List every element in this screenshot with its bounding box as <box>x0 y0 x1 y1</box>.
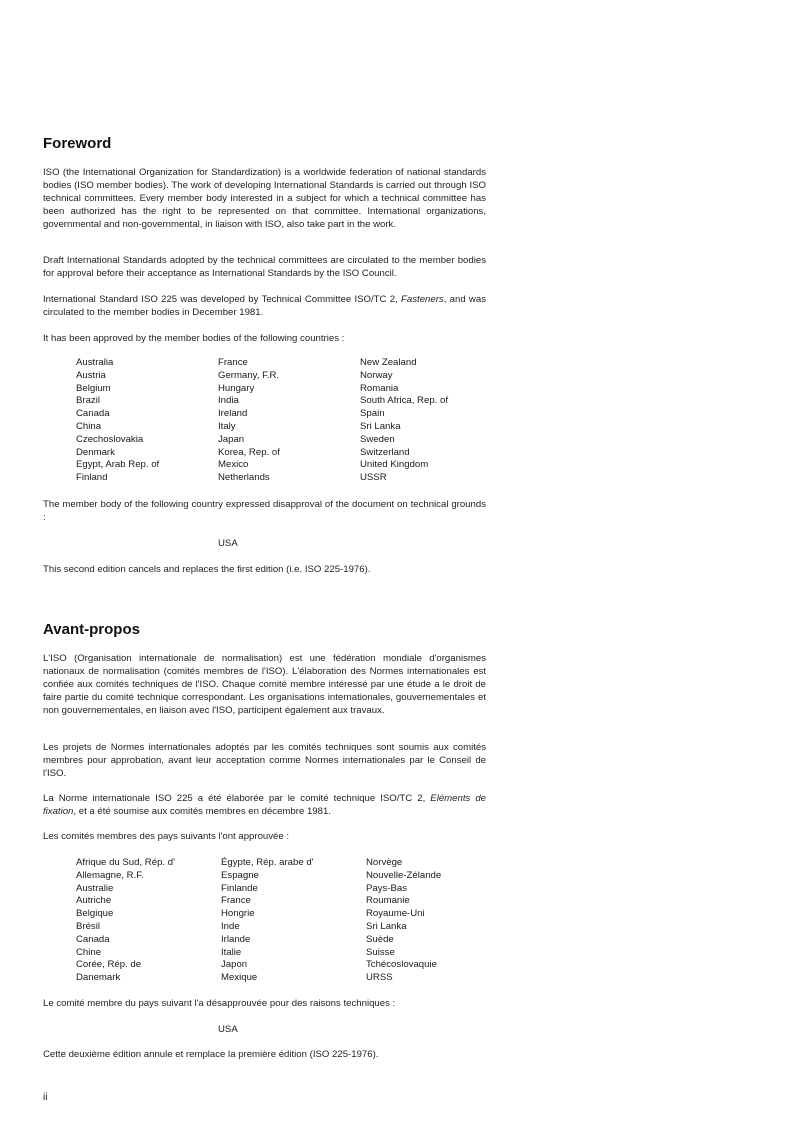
country-item: URSS <box>366 972 393 984</box>
country-item: Brazil <box>76 395 100 407</box>
foreword-paragraph-6: This second edition cancels and replaces the first edition (i.e. ISO 225-1976). <box>43 564 371 575</box>
country-item: Nouvelle-Zélande <box>366 869 442 881</box>
foreword-paragraph-2: Draft International Standards adopted by the technical committees are circulated to the member bodies for approval before their acceptance as International Standards by the ISO Council. <box>43 255 486 279</box>
avant-paragraph-1: L'ISO (Organisation internationale de normalisation) est une fédération mondiale d'organismes nationaux de normalisation (comités membres de l'ISO). L'élaboration des Normes internationales est confiée aux comités techniques de l'ISO. Chaque comité membre intéressé par une étude a le droit de faire partie du comité technique correspondant. Les organisations internationales, gouvernementales et non gouvernementales, en liaison avec l'ISO, participent également aux travaux. <box>43 653 486 716</box>
country-item: Suède <box>366 933 394 945</box>
country-item: Danemark <box>76 972 121 984</box>
country-item: Royaume-Uni <box>366 908 425 920</box>
foreword-country-column-2 <box>218 357 280 485</box>
country-item: New Zealand <box>360 357 417 368</box>
country-item: Finland <box>76 472 108 484</box>
country-item: Italy <box>218 420 236 432</box>
country-item: Finlande <box>221 882 258 894</box>
country-item: Afrique du Sud, Rép. d' <box>76 857 175 868</box>
country-item: Mexique <box>221 972 258 984</box>
country-item: Allemagne, R.F. <box>76 869 144 881</box>
country-item: Autriche <box>76 895 112 907</box>
country-item: Belgique <box>76 908 114 920</box>
country-item: China <box>76 420 102 432</box>
country-item: Chine <box>76 946 102 958</box>
country-item: Australia <box>76 357 114 368</box>
avant-para3-tail: , et a été soumise aux comités membres en décembre 1981. <box>73 805 331 817</box>
country-item: Romania <box>360 382 399 394</box>
foreword-country-column-1 <box>76 357 159 485</box>
country-item: Sweden <box>360 433 395 445</box>
country-item: USSR <box>360 472 387 484</box>
avant-country-column-3 <box>366 857 441 985</box>
foreword-para3-tail: , and was circulated to the member bodies in December 1981. <box>43 294 486 318</box>
country-item: Norway <box>360 369 393 381</box>
country-item: Australie <box>76 882 114 894</box>
avant-country-column-2 <box>221 857 314 985</box>
country-item: Tchécoslovaquie <box>366 959 437 971</box>
country-item: Corée, Rép. de <box>76 959 142 971</box>
country-item: Ireland <box>218 408 248 420</box>
avant-disapproving-country: USA <box>218 1024 238 1035</box>
avant-para3-italic: Eléments de fixation <box>43 793 486 817</box>
avant-propos-heading: Avant-propos <box>43 621 140 638</box>
country-item: Egypt, Arab Rep. of <box>76 459 160 471</box>
country-item: Canada <box>76 933 110 945</box>
country-item: South Africa, Rep. of <box>360 395 448 407</box>
country-item: Hongrie <box>221 908 255 920</box>
avant-paragraph-3 <box>43 793 486 819</box>
country-item: Sri Lanka <box>366 920 407 932</box>
avant-country-column-1 <box>76 857 175 985</box>
country-item: Hungary <box>218 382 255 394</box>
foreword-paragraph-3 <box>43 294 486 320</box>
country-item: Espagne <box>221 869 259 881</box>
avant-paragraph-5: Le comité membre du pays suivant l'a désapprouvée pour des raisons techniques : <box>43 998 396 1009</box>
country-item: Netherlands <box>218 472 270 484</box>
avant-paragraph-6: Cette deuxième édition annule et remplace la première édition (ISO 225-1976). <box>43 1049 379 1060</box>
country-item: Suisse <box>366 946 395 958</box>
avant-paragraph-2: Les projets de Normes internationales adoptés par les comités techniques sont soumis aux comités membres pour approbation, avant leur acceptation comme Normes internationales par le Conseil de l'ISO. <box>43 742 486 779</box>
country-item: Germany, F.R. <box>218 369 280 381</box>
country-item: Austria <box>76 369 106 381</box>
foreword-disapproving-country: USA <box>218 538 238 549</box>
foreword-paragraph-5: The member body of the following country expressed disapproval of the document on technical grounds : <box>43 499 486 523</box>
country-item: Spain <box>360 408 385 420</box>
foreword-paragraph-1: ISO (the International Organization for Standardization) is a worldwide federation of national standards bodies (ISO member bodies). The work of developing International Standards is carried out through ISO technical committees. Every member body interested in a subject for which a technical committee has been authorized has the right to be represented on that committee. International organizations, governmental and non-governmental, in liaison with ISO, also take part in the work. <box>43 167 486 230</box>
country-item: Norvège <box>366 857 403 868</box>
country-item: United Kingdom <box>360 459 429 471</box>
country-item: Switzerland <box>360 446 410 458</box>
country-item: Japon <box>221 959 248 971</box>
country-item: Pays-Bas <box>366 882 408 894</box>
foreword-para3-text: International Standard ISO 225 was developed by Technical Committee ISO/TC 2, <box>43 294 402 305</box>
avant-para3-text: La Norme internationale ISO 225 a été élaborée par le comité technique ISO/TC 2, <box>43 793 431 804</box>
foreword-heading: Foreword <box>43 135 112 152</box>
country-item: Sri Lanka <box>360 420 401 432</box>
country-item: Italie <box>221 946 242 958</box>
country-item: Brésil <box>76 920 100 932</box>
country-item: Belgium <box>76 382 111 394</box>
country-item: Inde <box>221 920 240 932</box>
country-item: India <box>218 395 239 407</box>
foreword-country-column-3 <box>360 357 448 485</box>
country-item: Czechoslovakia <box>76 433 144 445</box>
country-item: France <box>221 895 251 907</box>
avant-paragraph-4: Les comités membres des pays suivants l'ont approuvée : <box>43 831 290 842</box>
country-item: Korea, Rep. of <box>218 446 280 458</box>
country-item: Canada <box>76 408 110 420</box>
country-item: Égypte, Rép. arabe d' <box>221 857 314 868</box>
foreword-para3-italic: Fasteners <box>401 294 444 305</box>
country-item: Denmark <box>76 446 115 458</box>
country-item: Irlande <box>221 933 251 945</box>
country-item: France <box>218 357 248 368</box>
page-number: ii <box>43 1092 48 1103</box>
foreword-paragraph-4: It has been approved by the member bodies of the following countries : <box>43 333 345 344</box>
country-item: Japan <box>218 433 245 445</box>
country-item: Mexico <box>218 459 249 471</box>
country-item: Roumanie <box>366 895 410 907</box>
